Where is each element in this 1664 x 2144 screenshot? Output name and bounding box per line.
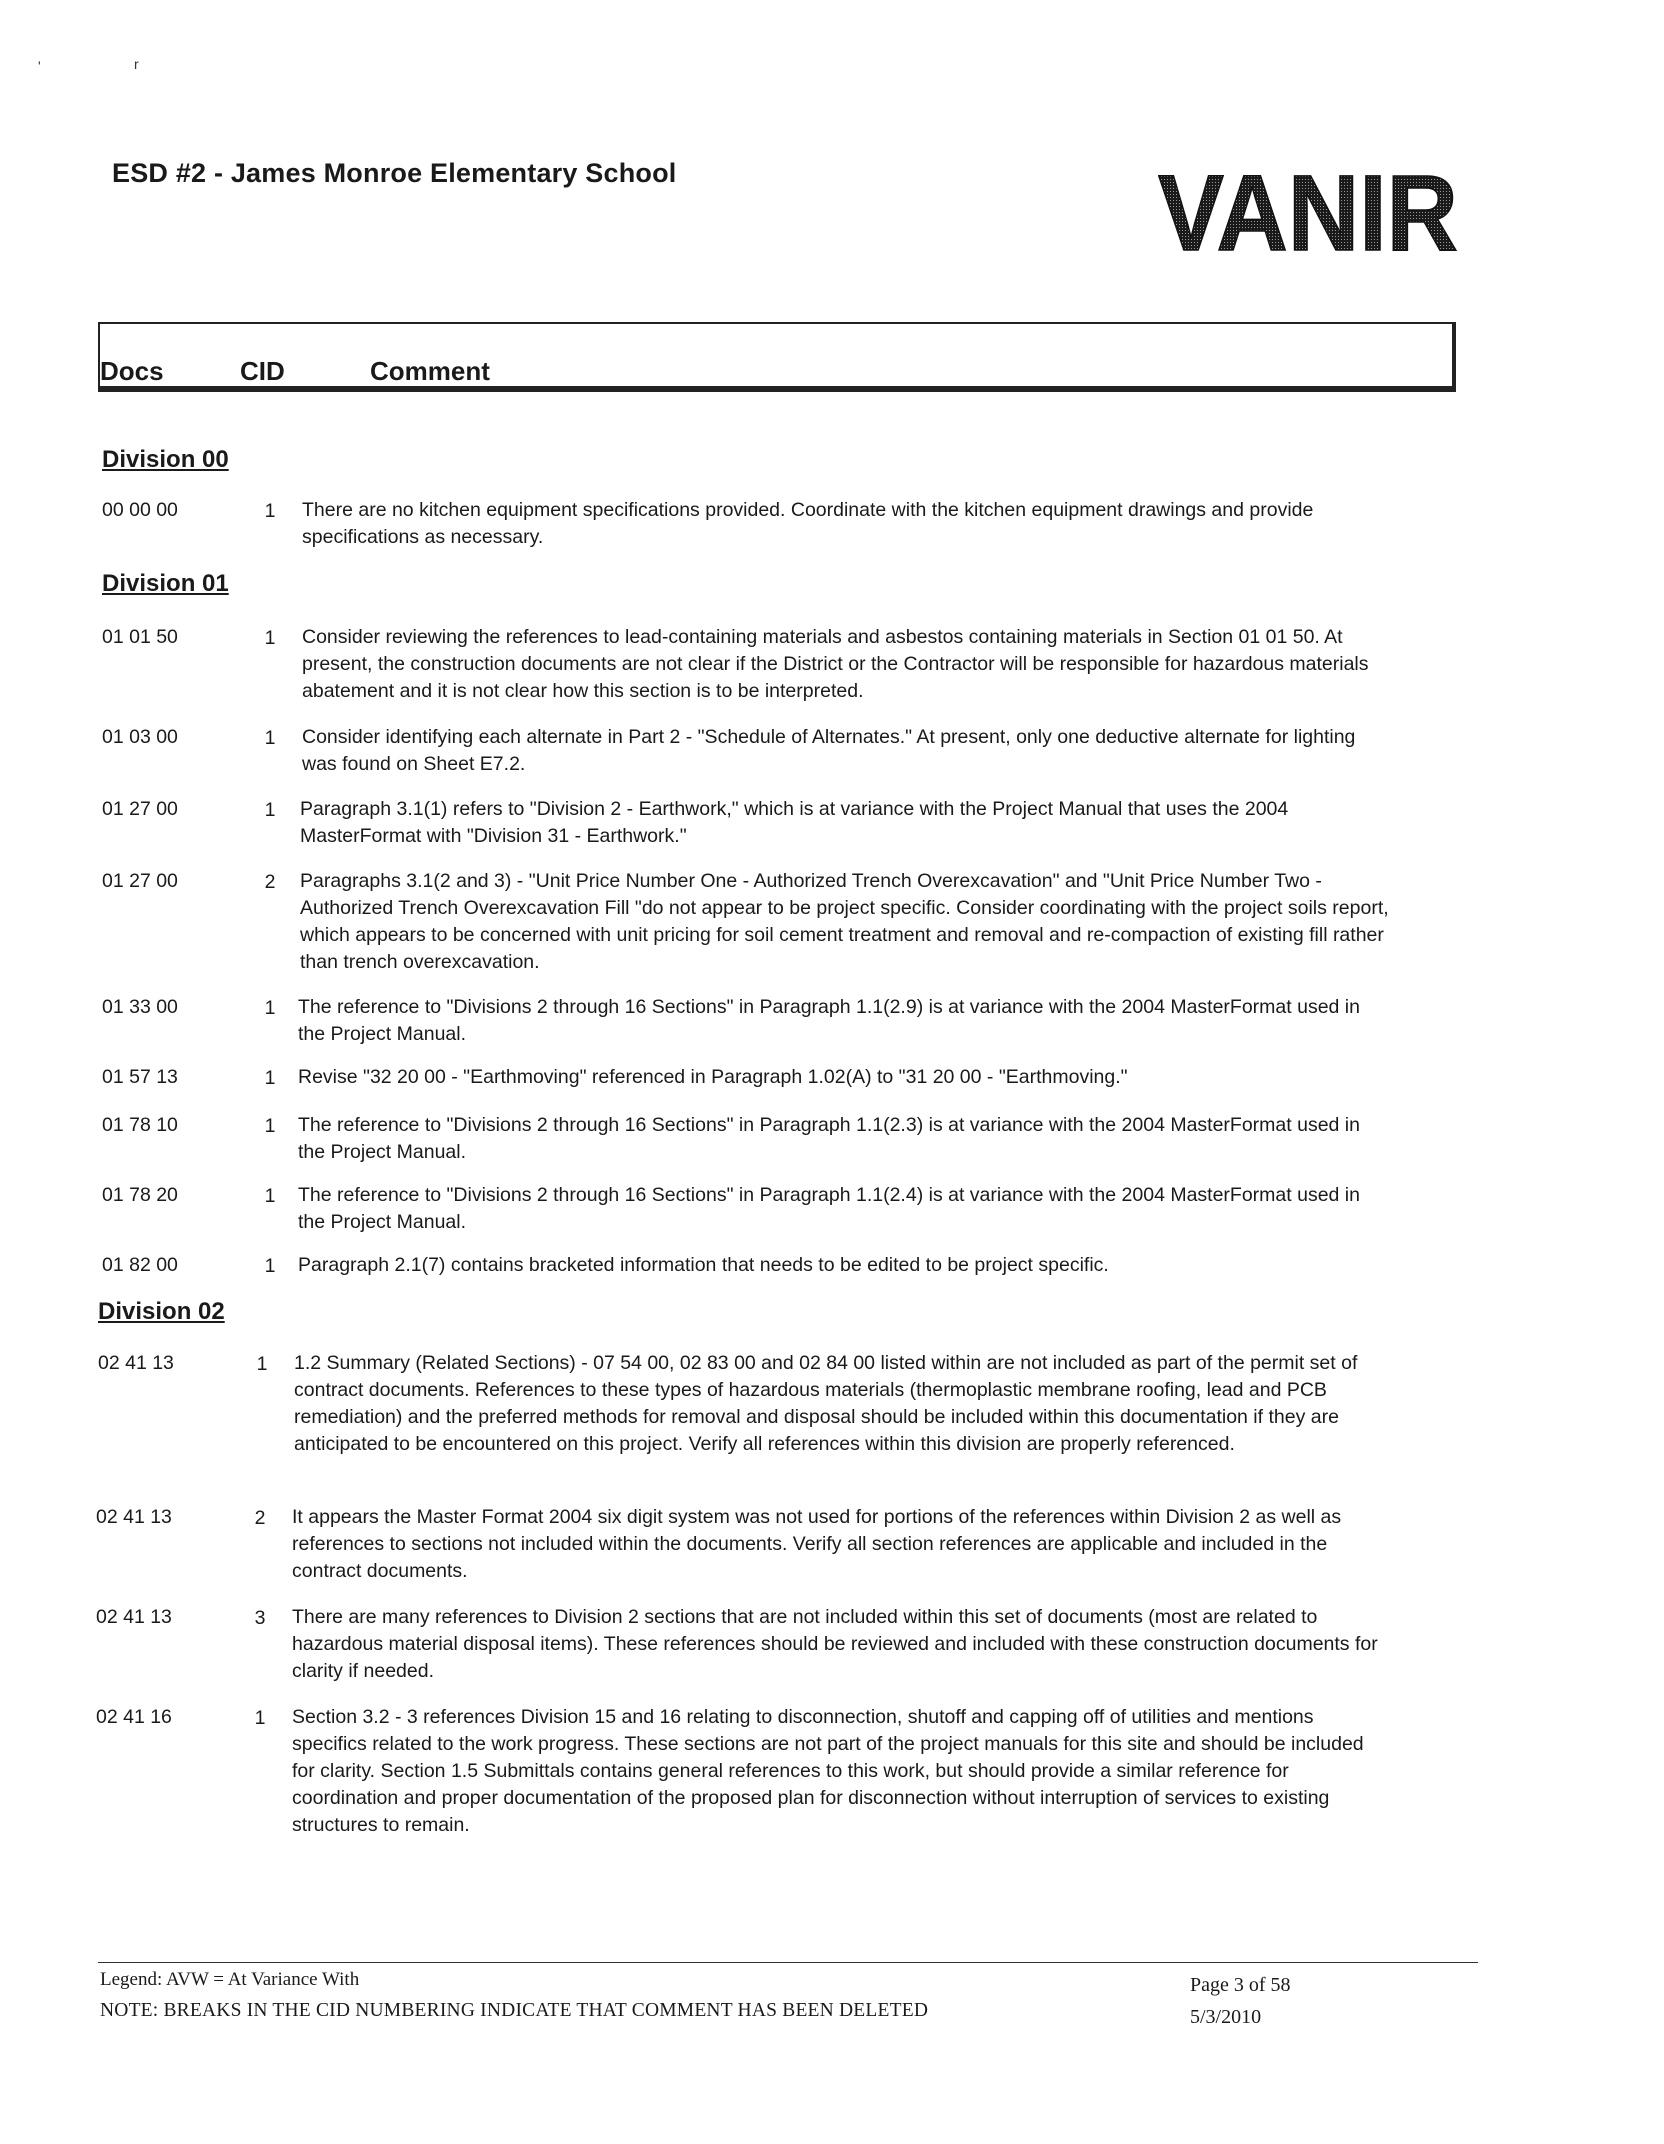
page-title: ESD #2 - James Monroe Elementary School: [112, 158, 677, 188]
doc-number: 01 57 13: [102, 1066, 178, 1088]
cid-number: 1: [264, 1115, 276, 1137]
comment-text: 1.2 Summary (Related Sections) - 07 54 00, 02 83 00 and 02 84 00 listed within are not included as part of the permit set of contract documents. References to these types of hazardous materials (thermoplastic membrane roofing, lead and PCB remediation) and the preferred methods for removal and disposal should be included within this documentation if they are anticipated to be encountered on this project. Verify all references within this division are properly referenced.: [294, 1352, 1358, 1455]
cid-number: 1: [264, 500, 276, 522]
comment-text: There are no kitchen equipment specifications provided. Coordinate with the kitchen equipment drawings and provide specifications as necessary.: [302, 499, 1314, 548]
cid-number: 1: [264, 1185, 276, 1207]
comment-text: It appears the Master Format 2004 six digit system was not used for portions of the references within Division 2 as well as references to sections not included within the documents. Verify all section references are applicable and included in the contract documents.: [292, 1506, 1342, 1582]
comment-text: Revise "32 20 00 - "Earthmoving" referenced in Paragraph 1.02(A) to "31 20 00 - "Earthmoving.": [298, 1066, 1128, 1088]
vanir-logo: [1158, 170, 1460, 256]
footer-note: NOTE: BREAKS IN THE CID NUMBERING INDICATE THAT COMMENT HAS BEEN DELETED: [100, 2000, 929, 2021]
division-heading: Division 01: [102, 570, 229, 597]
cid-number: 1: [264, 727, 276, 749]
cid-number: 3: [254, 1607, 266, 1629]
cid-number: 1: [256, 1353, 268, 1375]
column-header-comment: Comment: [370, 356, 490, 386]
comment-text: There are many references to Division 2 sections that are not included within this set of documents (most are related to hazardous material disposal items). These references should be reviewed and included with these construction documents for clarity if needed.: [292, 1606, 1378, 1682]
cid-number: 1: [264, 627, 276, 649]
cid-number: 1: [264, 1067, 276, 1089]
cid-number: 1: [254, 1707, 266, 1729]
page-date: 5/3/2010: [1190, 2006, 1262, 2028]
page-number: Page 3 of 58: [1190, 1974, 1291, 1996]
cid-number: 1: [264, 997, 276, 1019]
doc-number: 01 82 00: [102, 1254, 178, 1276]
footer-legend: Legend: AVW = At Variance With: [100, 1969, 360, 1990]
doc-number: 01 33 00: [102, 996, 178, 1018]
comment-text: Consider identifying each alternate in Part 2 - "Schedule of Alternates." At present, only one deductive alternate for lighting was found on Sheet E7.2.: [302, 726, 1356, 775]
comment-text: Paragraphs 3.1(2 and 3) - "Unit Price Number One - Authorized Trench Overexcavation" and "Unit Price Number Two - Authorized Trench Overexcavation Fill "do not appear to be project specific. Consider coordinating with the project soils report, which appears to be concerned with unit pricing for soil cement treatment and removal and re-compaction of existing fill rather than trench overexcavation.: [300, 870, 1389, 973]
column-header-cid: CID: [240, 356, 285, 386]
doc-number: 02 41 13: [96, 1606, 172, 1628]
doc-number: 00 00 00: [102, 499, 178, 521]
logo-text: VANIR: [1158, 170, 1458, 256]
column-header-docs: Docs: [100, 356, 164, 386]
doc-number: 02 41 13: [98, 1352, 174, 1374]
doc-number: 02 41 13: [96, 1506, 172, 1528]
doc-number: 01 78 20: [102, 1184, 178, 1206]
comment-text: Paragraph 3.1(1) refers to "Division 2 - Earthwork," which is at variance with the Project Manual that uses the 2004 MasterFormat with "Division 31 - Earthwork.": [300, 798, 1289, 847]
comment-text: The reference to "Divisions 2 through 16 Sections" in Paragraph 1.1(2.9) is at variance with the 2004 MasterFormat used in the Project Manual.: [298, 996, 1360, 1045]
comment-text: The reference to "Divisions 2 through 16 Sections" in Paragraph 1.1(2.3) is at variance with the 2004 MasterFormat used in the Project Manual.: [298, 1114, 1360, 1163]
table-header: [98, 322, 1456, 392]
doc-number: 01 78 10: [102, 1114, 178, 1136]
cid-number: 2: [264, 871, 276, 893]
doc-number: 01 27 00: [102, 870, 178, 892]
doc-number: 01 03 00: [102, 726, 178, 748]
doc-number: 01 01 50: [102, 626, 178, 648]
comment-text: The reference to "Divisions 2 through 16 Sections" in Paragraph 1.1(2.4) is at variance with the 2004 MasterFormat used in the Project Manual.: [298, 1184, 1360, 1233]
comment-text: Paragraph 2.1(7) contains bracketed information that needs to be edited to be project specific.: [298, 1254, 1109, 1276]
cid-number: 1: [264, 1255, 276, 1277]
doc-number: 02 41 16: [96, 1706, 172, 1728]
cid-number: 1: [264, 799, 276, 821]
footer-divider: [98, 1962, 1478, 1963]
scan-mark-left: ': [38, 58, 41, 74]
doc-number: 01 27 00: [102, 798, 178, 820]
comment-text: Section 3.2 - 3 references Division 15 and 16 relating to disconnection, shutoff and capping off of utilities and mentions specifics related to the work progress. These sections are not part of the project manuals for this site and should be included for clarity. Section 1.5 Submittals contains general references to this work, but should provide a similar reference for coordination and proper documentation of the proposed plan for disconnection without interruption of services to existing structures to remain.: [292, 1706, 1364, 1836]
scan-mark-right: r: [134, 56, 139, 72]
cid-number: 2: [254, 1507, 266, 1529]
division-heading: Division 02: [98, 1298, 225, 1325]
division-heading: Division 00: [102, 446, 229, 473]
comment-text: Consider reviewing the references to lead-containing materials and asbestos containing materials in Section 01 01 50. At present, the construction documents are not clear if the District or the Contractor will be responsible for hazardous materials abatement and it is not clear how this section is to be interpreted.: [302, 626, 1369, 702]
